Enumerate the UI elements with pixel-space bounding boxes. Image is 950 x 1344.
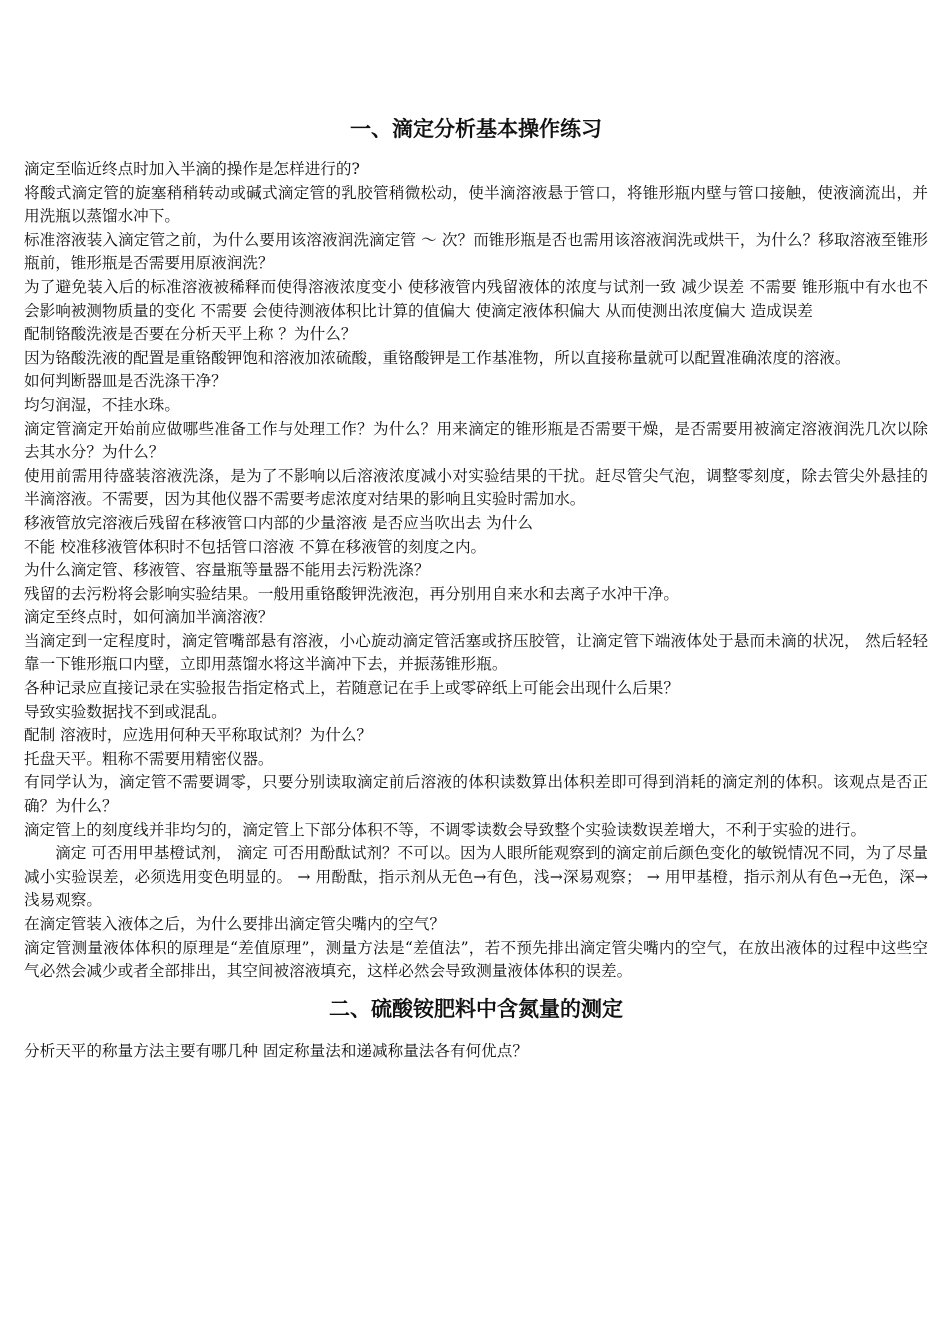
paragraph: 配制 溶液时，应选用何种天平称取试剂？为什么？ [24,726,373,745]
paragraph: 如何判断器皿是否洗涤干净？ [24,372,227,391]
paragraph: 使用前需用待盛装溶液洗涤，是为了不影响以后溶液浓度减小对实验结果的干扰。赶尽管尖气泡，调整零刻度，除去管尖外悬挂的半滴溶液。不需要，因为其他仪器不需要考虑浓度对结果的影响且实验时需加水。 [24,466,928,509]
section-title: 二、硫酸铵肥料中含氮量的测定 [329,996,623,1021]
paragraph: 滴定 可否用甲基橙试剂， 滴定 可否用酚酞试剂？不可以。因为人眼所能观察到的滴定前后颜色变化的敏锐情况不同，为了尽量减小实验误差，必须选用变色明显的。 → 用酚酞，指示剂从无色→有色，浅→深易观察； → 用甲基橙，指示剂从有色→无色，深→浅易观察。 [24,844,928,910]
paragraph: 残留的去污粉将会影响实验结果。一般用重铬酸钾洗液泡，再分别用自来水和去离子水冲干净。 [24,584,679,603]
paragraph: 均匀润湿，不挂水珠。 [24,395,180,414]
paragraph: 分析天平的称量方法主要有哪几种 固定称量法和递减称量法各有何优点？ [24,1041,528,1060]
paragraph: 导致实验数据找不到或混乱。 [24,702,227,721]
paragraph: 托盘天平。粗称不需要用精密仪器。 [24,749,274,768]
document-body [24,112,928,1063]
paragraph: 滴定管测量液体体积的原理是“差值原理”，测量方法是“差值法”，若不预先排出滴定管尖嘴内的空气，在放出液体的过程中这些空气必然会减少或者全部排出，其空间被溶液填充，这样必然会导致测量液体体积的误差。 [24,938,928,981]
paragraph: 为了避免装入后的标准溶液被稀释而使得溶液浓度变小 使移液管内残留液体的浓度与试剂一致 减少误差 不需要 锥形瓶中有水也不会影响被测物质量的变化 不需要 会使待测液体积比计算的值偏大 使滴定液体积偏大 从而使测出浓度偏大 造成误差 [24,277,928,320]
paragraph: 滴定管上的刻度线并非均匀的，滴定管上下部分体积不等，不调零读数会导致整个实验读数误差增大，不利于实验的进行。 [24,820,867,839]
paragraph: 滴定至临近终点时加入半滴的操作是怎样进行的? [24,160,360,178]
paragraph: 有同学认为，滴定管不需要调零，只要分别读取滴定前后溶液的体积读数算出体积差即可得到消耗的滴定剂的体积。该观点是否正确？为什么？ [24,773,928,816]
section-body [24,1040,928,1064]
section-title: 一、滴定分析基本操作练习 [350,117,602,141]
paragraph: 配制铬酸洗液是否要在分析天平上称 ？为什么？ [24,325,357,344]
paragraph: 移液管放完溶液后残留在移液管口内部的少量溶液 是否应当吹出去 为什么 [24,513,533,532]
paragraph: 滴定管滴定开始前应做哪些准备工作与处理工作？为什么？用来滴定的锥形瓶是否需要干燥，是否需要用被滴定溶液润洗几次以除去其水分？为什么？ [24,419,928,462]
paragraph: 滴定至终点时，如何滴加半滴溶液？ [24,608,274,627]
paragraph: 将酸式滴定管的旋塞稍稍转动或碱式滴定管的乳胶管稍微松动，使半滴溶液悬于管口，将锥形瓶内壁与管口接触，使液滴流出，并用洗瓶以蒸馏水冲下。 [24,183,928,226]
section-body [24,158,928,984]
paragraph: 不能 校准移液管体积时不包括管口溶液 不算在移液管的刻度之内。 [24,537,487,556]
paragraph: 为什么滴定管、移液管、容量瓶等量器不能用去污粉洗涤？ [24,561,430,580]
paragraph: 当滴定到一定程度时，滴定管嘴部悬有溶液，小心旋动滴定管活塞或挤压胶管，让滴定管下端液体处于悬而未滴的状况， 然后轻轻靠一下锥形瓶口内壁，立即用蒸馏水将这半滴冲下去，并振荡锥形瓶。 [24,631,928,674]
paragraph: 因为铬酸洗液的配置是重铬酸钾饱和溶液加浓硫酸，重铬酸钾是工作基准物，所以直接称量就可以配置准确浓度的溶液。 [24,348,851,367]
paragraph: 各种记录应直接记录在实验报告指定格式上，若随意记在手上或零碎纸上可能会出现什么后果？ [24,679,679,698]
paragraph: 标准溶液装入滴定管之前，为什么要用该溶液润洗滴定管 ～ 次？而锥形瓶是否也需用该溶液润洗或烘干，为什么？移取溶液至锥形瓶前，锥形瓶是否需要用原液润洗？ [24,230,928,273]
paragraph: 在滴定管装入液体之后，为什么要排出滴定管尖嘴内的空气？ [24,915,446,933]
